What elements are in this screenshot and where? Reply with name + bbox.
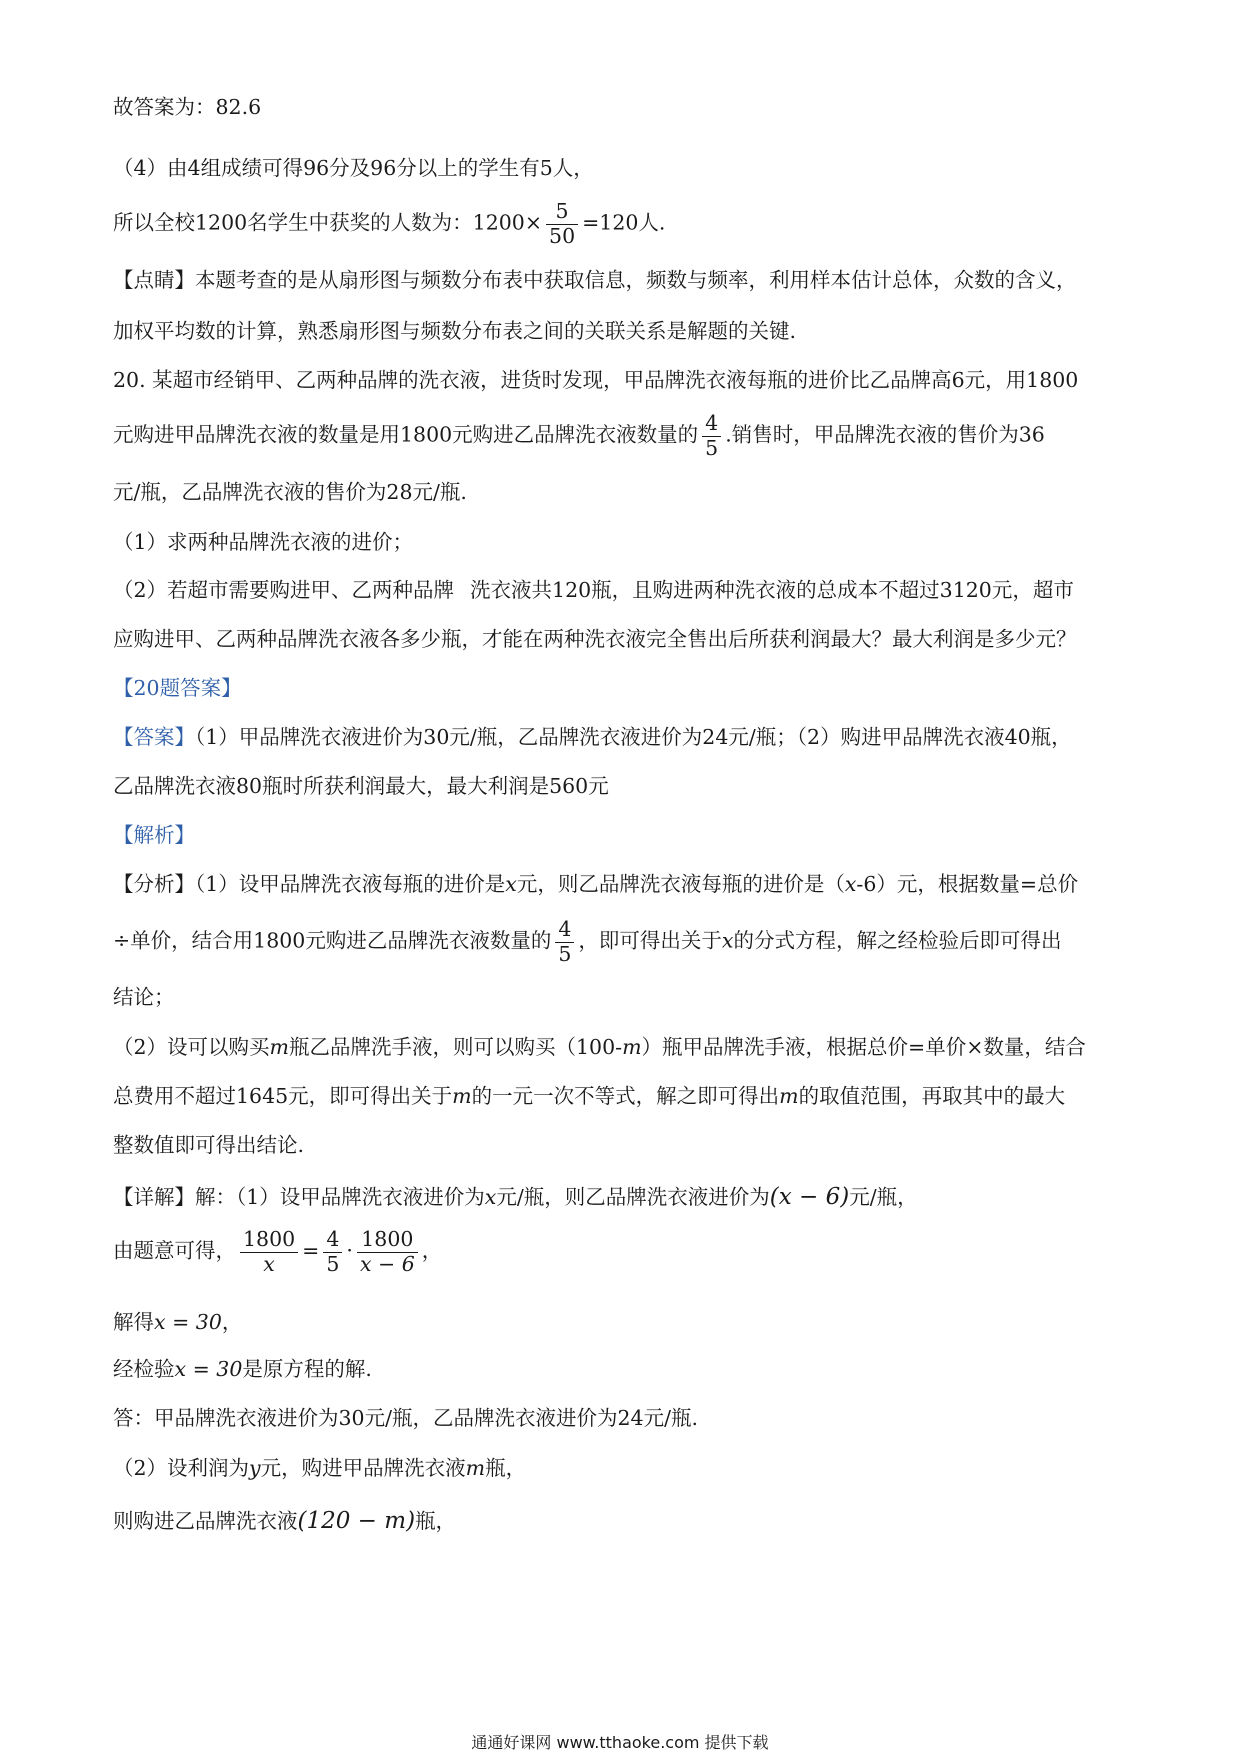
xj2-a: 由题意可得， (113, 1238, 236, 1263)
fenxi5-c: 的取值范围，再取其中的最大 (798, 1084, 1066, 1108)
variable-m: m (779, 1084, 799, 1108)
variable-x: x (721, 928, 734, 953)
variable-x: x (505, 872, 517, 896)
fenxi4-c: ）瓶甲品牌洗手液，根据总价=单价×数量，结合 (641, 1035, 1086, 1059)
expression-x-minus-6: (x − 6) (769, 1184, 850, 1210)
fraction-denominator: 5 (558, 941, 572, 966)
fraction-4-over-5 (323, 1228, 342, 1276)
q20-part2-b: 洗衣液共120瓶，且购进两种洗衣液的总成本不超过3120元，超市 (470, 578, 1074, 602)
xiangjie-line-3 (113, 1312, 242, 1333)
xj7-a: 则购进乙品牌洗衣液 (113, 1509, 298, 1533)
answer-text: （1）甲品牌洗衣液进价为30元/瓶，乙品牌洗衣液进价为24元/瓶；（2）购进甲品牌洗衣液40瓶， (195, 725, 1072, 749)
expression-x-eq-30: x = 30 (174, 1357, 243, 1381)
fenxi-line-1 (113, 874, 1078, 895)
variable-x: x (844, 872, 857, 896)
fraction-numerator: 4 (555, 918, 574, 943)
fraction-5-over-50 (546, 200, 578, 248)
variable-x: x (484, 1185, 497, 1209)
line3-part-b: =120人. (582, 210, 666, 235)
fraction-numerator: 5 (546, 200, 578, 225)
variable-y: y (249, 1456, 261, 1480)
xj3-a: 解得 (113, 1310, 154, 1334)
fenxi1-a: 【分析】（1）设甲品牌洗衣液每瓶的进价是 (113, 872, 506, 896)
fenxi4-a: （2）设可以购买 (113, 1035, 270, 1059)
q20-line2-part-a: 元购进甲品牌洗衣液的数量是用1800元购进乙品牌洗衣液数量的 (113, 422, 699, 447)
xj1-c: 元/瓶， (849, 1185, 918, 1209)
question-20-line-3: 元/瓶，乙品牌洗衣液的售价为28元/瓶. (113, 480, 467, 504)
fenxi1-b: 元，则乙品牌洗衣液每瓶的进价是（ (516, 872, 845, 896)
variable-m: m (269, 1035, 289, 1059)
question-20-line-2 (113, 412, 1045, 460)
text-line-1: 故答案为：82.6 (113, 95, 262, 119)
line3-part-a: 所以全校1200名学生中获奖的人数为：1200× (113, 210, 543, 235)
xj6-b: 元，购进甲品牌洗衣液 (260, 1456, 466, 1480)
text-line-3 (113, 200, 665, 248)
question-20-line-1: 20. 某超市经销甲、乙两种品牌的洗衣液，进货时发现，甲品牌洗衣液每瓶的进价比乙品牌高6元，用1800 (113, 368, 1079, 392)
fenxi4-b: 瓶乙品牌洗手液，则可以购买（100- (289, 1035, 623, 1059)
text-line-2: （4）由4组成绩可得96分及96分以上的学生有5人， (113, 156, 594, 180)
fraction-numerator: 1800 (357, 1228, 418, 1253)
variable-m: m (622, 1035, 642, 1059)
fraction-numerator: 1800 (240, 1228, 298, 1253)
fraction-4-over-5 (702, 412, 721, 460)
fraction-4-over-5 (555, 918, 574, 966)
xiangjie-equation-line (113, 1228, 442, 1276)
xiangjie-line-1 (113, 1186, 918, 1209)
fenxi-line-5 (113, 1086, 1065, 1107)
xiangjie-line-5: 答：甲品牌洗衣液进价为30元/瓶，乙品牌洗衣液进价为24元/瓶. (113, 1406, 698, 1430)
fraction-1800-over-x (240, 1228, 298, 1276)
xj1-b: 元/瓶，则乙品牌洗衣液进价为 (496, 1185, 770, 1209)
fenxi-line-6: 整数值即可得出结论. (113, 1133, 305, 1157)
dianjing-line-2: 加权平均数的计算，熟悉扇形图与频数分布表之间的关联关系是解题的关键. (113, 319, 797, 343)
fraction-denominator: x − 6 (359, 1251, 415, 1276)
page-footer: 通通好课网 www.tthaoke.com 提供下载 (471, 1733, 769, 1752)
fenxi2-b: ，即可得出关于 (578, 928, 722, 953)
fraction-numerator: 4 (323, 1228, 342, 1253)
fraction-denominator: 50 (549, 223, 576, 248)
question-20-part-1: （1）求两种品牌洗衣液的进价； (113, 530, 414, 554)
xj4-b: 是原方程的解. (242, 1357, 372, 1381)
fenxi-line-3: 结论； (113, 985, 175, 1009)
xiangjie-line-7 (113, 1510, 456, 1533)
fraction-numerator: 4 (702, 412, 721, 437)
fenxi5-b: 的一元一次不等式，解之即可得出 (471, 1084, 780, 1108)
xj4-a: 经检验 (113, 1357, 175, 1381)
question-20-part-2-line-2: 应购进甲、乙两种品牌洗衣液各多少瓶，才能在两种洗衣液完全售出后所获利润最大？最大利润是多少元？ (113, 627, 1077, 651)
variable-m: m (452, 1084, 472, 1108)
q20-line2-part-b: .销售时，甲品牌洗衣液的售价为36 (725, 422, 1045, 447)
variable-m: m (465, 1456, 486, 1480)
fenxi2-a: ÷单价，结合用1800元购进乙品牌洗衣液数量的 (113, 928, 552, 953)
expression-120-minus-m: (120 − m) (297, 1508, 416, 1534)
answer-label: 【答案】 (113, 725, 195, 749)
equals-sign: = (302, 1238, 320, 1263)
fenxi2-c: 的分式方程，解之经检验后即可得出 (733, 928, 1062, 953)
fenxi-line-2 (113, 918, 1061, 966)
question-20-part-2-line-1 (113, 580, 1074, 601)
analysis-heading: 【解析】 (113, 823, 195, 847)
multiply-dot: · (346, 1238, 353, 1263)
dianjing-line-1: 【点睛】本题考查的是从扇形图与频数分布表中获取信息，频数与频率，利用样本估计总体，众数的含义， (113, 268, 1077, 292)
expression-x-eq-30: x = 30 (154, 1310, 222, 1334)
fraction-denominator: 5 (326, 1251, 340, 1276)
answer-line-1 (113, 727, 1072, 748)
xj3-b: ， (221, 1310, 243, 1334)
xiangjie-line-4 (113, 1359, 372, 1380)
answer-heading: 【20题答案】 (113, 676, 242, 700)
q20-part2-a: （2）若超市需要购进甲、乙两种品牌 (113, 578, 455, 602)
xj2-b: ， (421, 1238, 443, 1263)
fenxi5-a: 总费用不超过1645元，即可得出关于 (113, 1084, 453, 1108)
fenxi1-c: -6）元，根据数量=总价 (856, 872, 1079, 896)
fraction-denominator: 5 (705, 435, 719, 460)
xj1-a: 【详解】解：（1）设甲品牌洗衣液进价为 (113, 1185, 485, 1209)
xj6-c: 瓶， (485, 1456, 527, 1480)
answer-line-2: 乙品牌洗衣液80瓶时所获利润最大，最大利润是560元 (113, 774, 609, 798)
xj7-b: 瓶， (415, 1509, 457, 1533)
xj6-a: （2）设利润为 (113, 1456, 250, 1480)
fraction-denominator: x (263, 1251, 275, 1276)
fraction-1800-over-x-minus-6 (357, 1228, 418, 1276)
xiangjie-line-6 (113, 1458, 526, 1479)
fenxi-line-4 (113, 1037, 1086, 1058)
